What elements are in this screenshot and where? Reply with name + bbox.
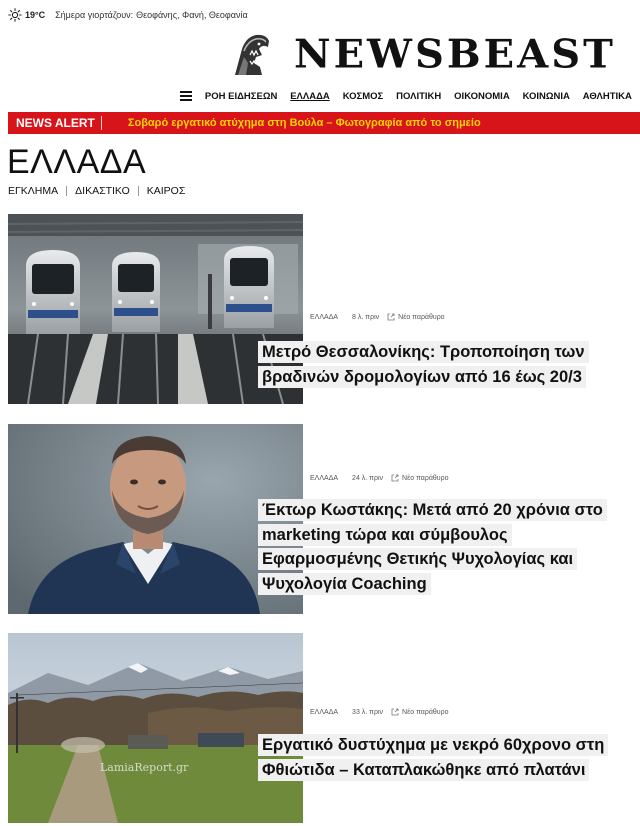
open-new-window-label: Νέο παράθυρο	[402, 474, 449, 482]
article-section: ΕΛΛΑΔΑ	[310, 474, 339, 482]
main-navigation	[180, 88, 632, 104]
article-time: 24 λ. πριν	[352, 474, 384, 482]
article-time: 33 λ. πριν	[352, 708, 384, 716]
namedays-label: Σήμερα γιορτάζουν:	[55, 10, 134, 20]
subnav-divider	[66, 186, 67, 196]
article-section: ΕΛΛΑΔΑ	[310, 708, 339, 716]
article-image-landscape[interactable]	[8, 633, 303, 823]
image-watermark: LamiaReport.gr	[100, 761, 189, 774]
news-alert-label: NEWS ALERT	[8, 116, 102, 130]
article-section: ΕΛΛΑΔΑ	[310, 313, 339, 321]
article-card	[8, 633, 640, 823]
subnav-divider	[138, 186, 139, 196]
open-new-window-link[interactable]	[387, 313, 444, 321]
external-link-icon	[391, 474, 399, 482]
article-title-link[interactable]	[258, 733, 618, 782]
namedays: Θεοφάνης, Φανή, Θεοφανία	[136, 10, 248, 20]
shark-logo-icon	[232, 33, 272, 77]
article-meta	[310, 708, 448, 716]
article-card	[8, 424, 640, 614]
article-meta	[310, 474, 448, 482]
news-alert-bar	[8, 112, 640, 134]
news-alert-headline[interactable]: Σοβαρό εργατικό ατύχημα στη Βούλα – Φωτογραφία από το σημείο	[127, 117, 481, 129]
open-new-window-label: Νέο παράθυρο	[402, 708, 449, 716]
article-title: Εργατικό δυστύχημα με νεκρό 60χρονο στη Φθιώτιδα – Καταπλακώθηκε από πλατάνι	[258, 734, 608, 781]
article-title: Μετρό Θεσσαλονίκης: Τροποποίηση των βραδινών δρομολογίων από 16 έως 20/3	[258, 341, 589, 388]
section-title: ΕΛΛΑΔΑ	[7, 143, 147, 181]
sun-icon	[8, 8, 22, 22]
site-logo[interactable]	[232, 32, 616, 77]
subnav-item-weather[interactable]: ΚΑΙΡΟΣ	[146, 185, 186, 197]
logo-wordmark: NEWSBEAST	[294, 31, 616, 78]
hamburger-menu-icon[interactable]	[180, 91, 192, 101]
nav-item-politics[interactable]: ΠΟΛΙΤΙΚΗ	[396, 90, 442, 102]
article-title-link[interactable]	[258, 498, 618, 596]
article-title: Έκτωρ Κωστάκης: Μετά από 20 χρόνια στο marketing τώρα και σύμβουλος Εφαρμοσμένης Θετικής Ψυχολογίας και Ψυχολογία Coaching	[258, 499, 607, 595]
nav-item-world[interactable]: ΚΟΣΜΟΣ	[342, 90, 384, 102]
nav-item-sports[interactable]: ΑΘΛΗΤΙΚΑ	[582, 90, 632, 102]
subnav-item-crime[interactable]: ΕΓΚΛΗΜΑ	[8, 185, 59, 197]
nav-item-greece[interactable]: ΕΛΛΑΔΑ	[290, 90, 330, 102]
subnav-item-judicial[interactable]: ΔΙΚΑΣΤΙΚΟ	[75, 185, 130, 197]
external-link-icon	[387, 313, 395, 321]
weather-nameday-bar	[8, 7, 248, 23]
article-time: 8 λ. πριν	[352, 313, 380, 321]
open-new-window-label: Νέο παράθυρο	[398, 313, 445, 321]
external-link-icon	[391, 708, 399, 716]
nav-item-society[interactable]: ΚΟΙΝΩΝΙΑ	[522, 90, 570, 102]
article-title-link[interactable]	[258, 340, 618, 389]
nav-item-economy[interactable]: ΟΙΚΟΝΟΜΙΑ	[454, 90, 510, 102]
article-meta	[310, 313, 445, 321]
open-new-window-link[interactable]	[391, 708, 448, 716]
article-card	[8, 214, 640, 404]
nav-item-news-feed[interactable]: ΡΟΗ ΕΙΔΗΣΕΩΝ	[204, 90, 278, 102]
section-subnav	[8, 185, 185, 197]
open-new-window-link[interactable]	[391, 474, 448, 482]
temperature: 19°C	[25, 10, 46, 20]
